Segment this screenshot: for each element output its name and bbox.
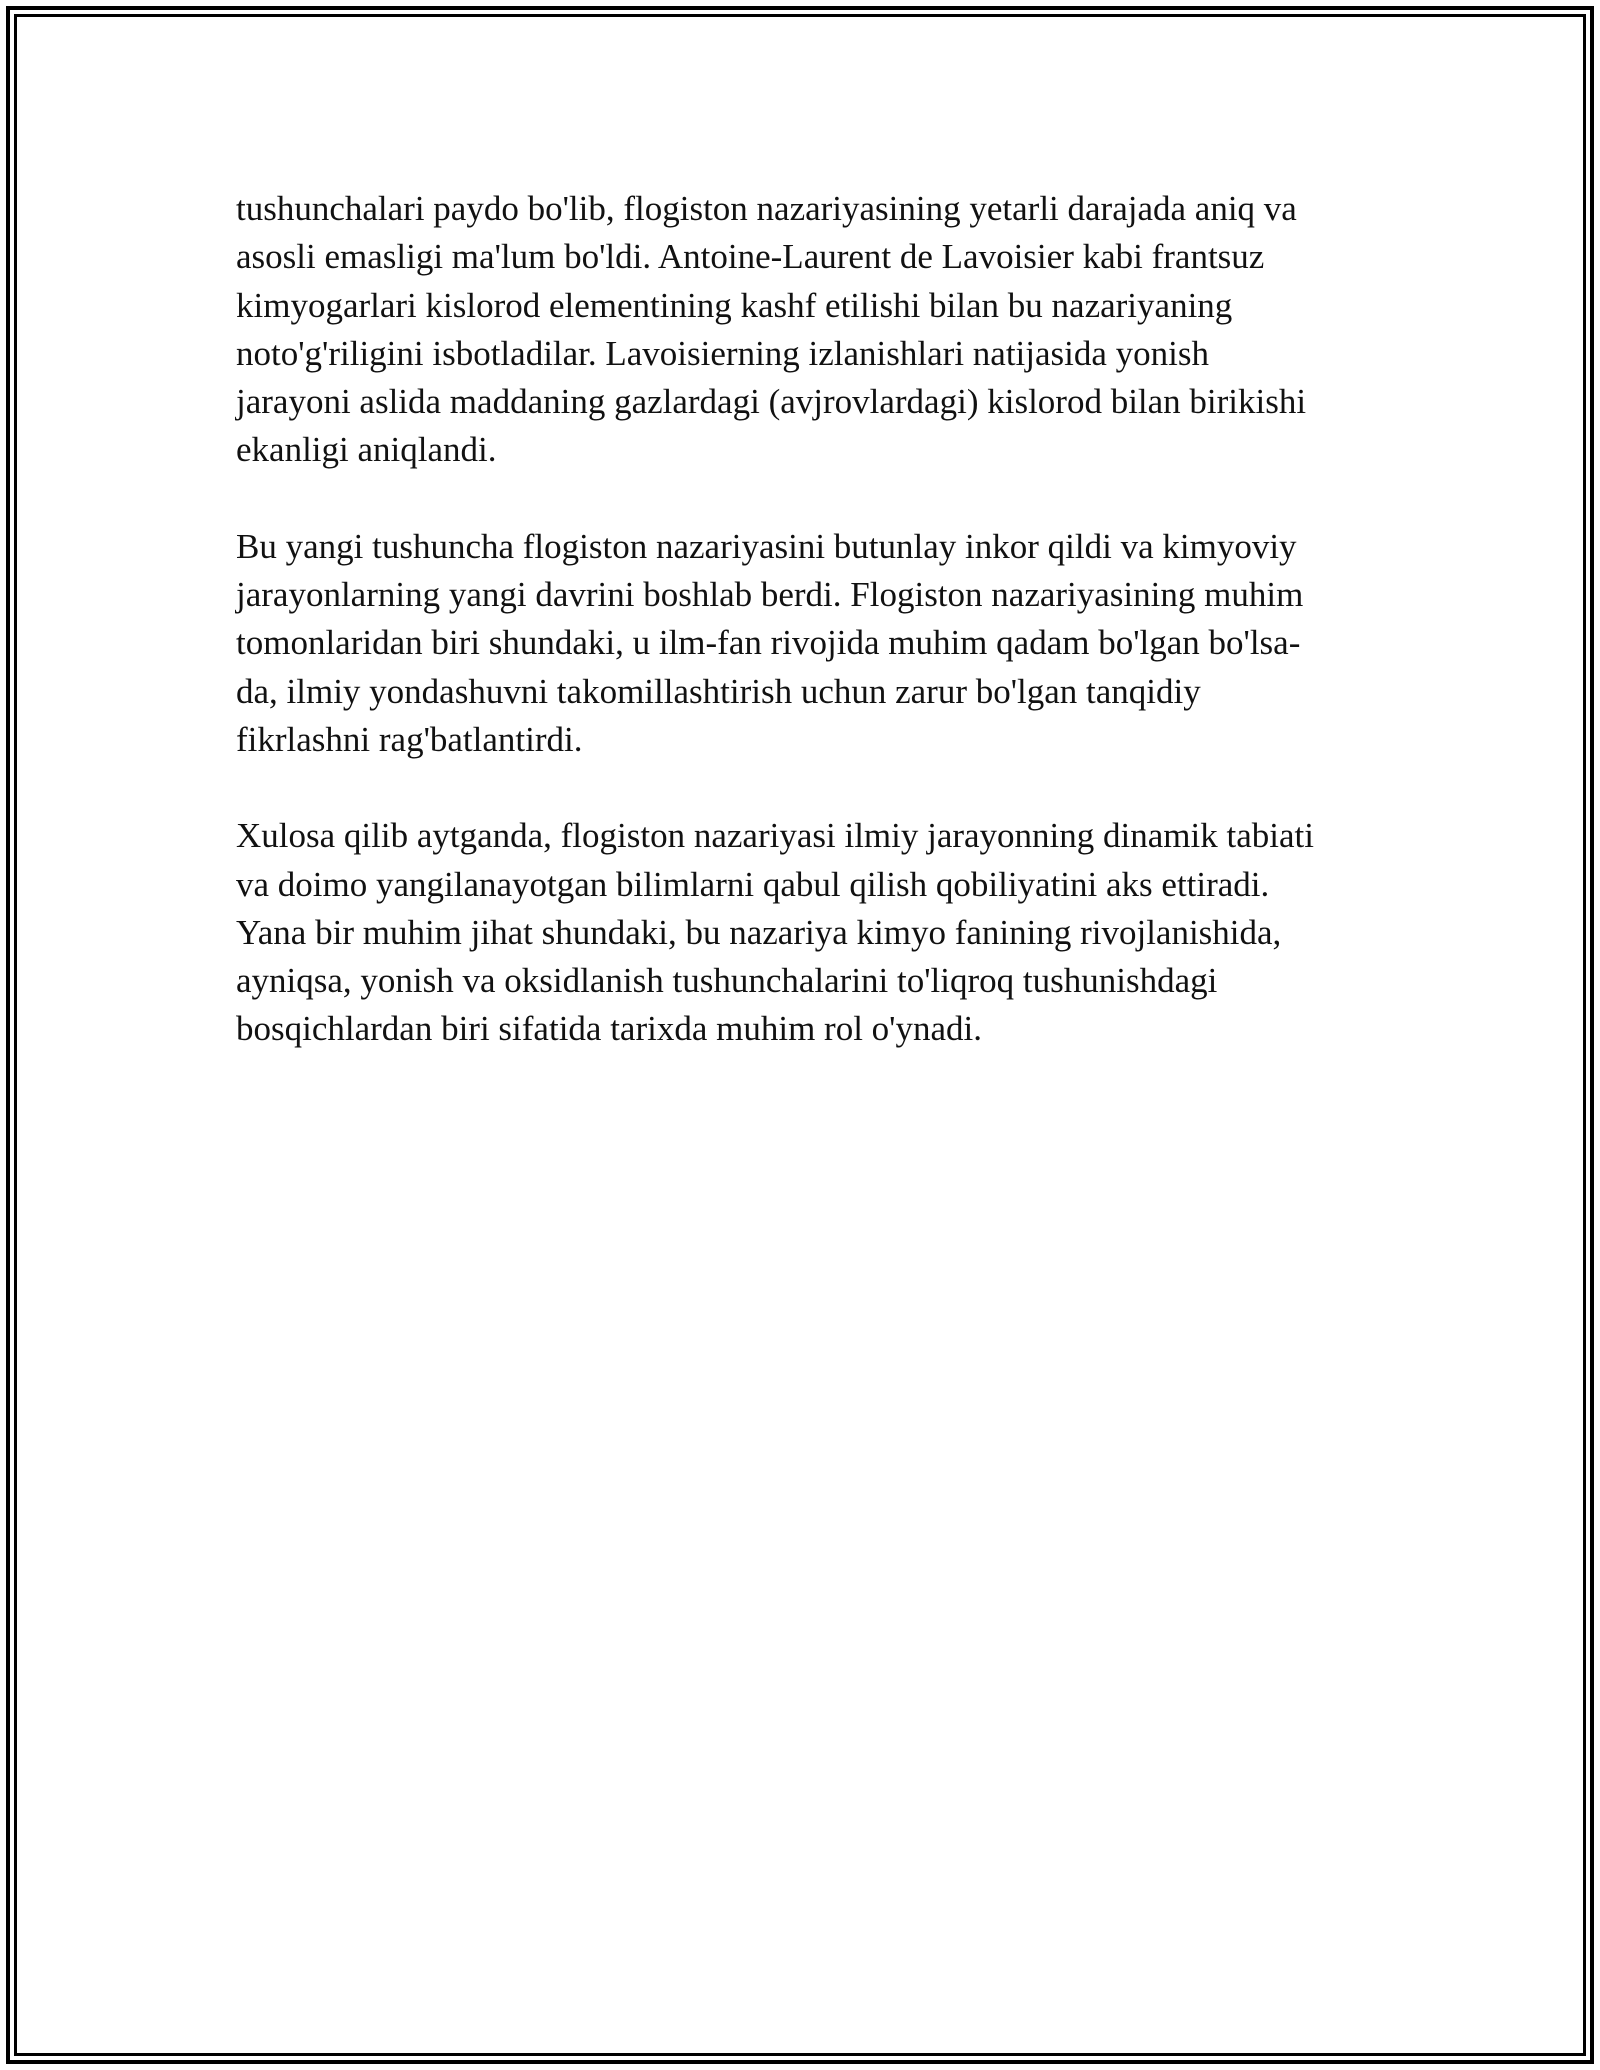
text-line: tushunchalari paydo bo'lib, flogiston nazariyasining yetarli darajada aniq va (236, 189, 1297, 228)
document-body (236, 185, 1386, 1102)
text-line: va doimo yangilanayotgan bilimlarni qabul qilish qobiliyatini aks ettiradi. (236, 864, 1270, 904)
text-line: bosqichlardan biri sifatida tarixda muhim rol o'ynadi. (236, 1009, 982, 1049)
paragraph-1 (236, 185, 1386, 475)
text-line: ayniqsa, yonish va oksidlanish tushunchalarini to'liqroq tushunishdagi (236, 961, 1218, 1001)
paragraph-2 (236, 523, 1386, 764)
text-line: jarayoni aslida maddaning gazlardagi (avjrovlardagi) kislorod bilan birikishi (236, 382, 1307, 422)
text-line: Bu yangi tushuncha flogiston nazariyasini butunlay inkor qildi va kimyoviy (236, 526, 1297, 566)
text-line: jarayonlarning yangi davrini boshlab berdi. Flogiston nazariyasining muhim (236, 575, 1304, 615)
text-line: Xulosa qilib aytganda, flogiston nazariyasi ilmiy jarayonning dinamik tabiati (236, 816, 1314, 856)
text-line: Yana bir muhim jihat shundaki, bu nazariya kimyo fanining rivojlanishida, (236, 912, 1282, 952)
text-line: fikrlashni rag'batlantirdi. (236, 719, 583, 759)
text-line: asosli emasligi ma'lum bo'ldi. Antoine-Laurent de Lavoisier kabi frantsuz (236, 237, 1265, 277)
text-line: noto'g'riligini isbotladilar. Lavoisierning izlanishlari natijasida yonish (236, 333, 1210, 373)
text-line: ekanligi aniqlandi. (236, 430, 497, 470)
text-line: tomonlaridan biri shundaki, u ilm-fan rivojida muhim qadam bo'lgan bo'lsa- (236, 623, 1301, 663)
text-line: kimyogarlari kislorod elementining kashf etilishi bilan bu nazariyaning (236, 285, 1233, 325)
text-line: da, ilmiy yondashuvni takomillashtirish uchun zarur bo'lgan tanqidiy (236, 671, 1201, 711)
paragraph-3 (236, 812, 1386, 1053)
